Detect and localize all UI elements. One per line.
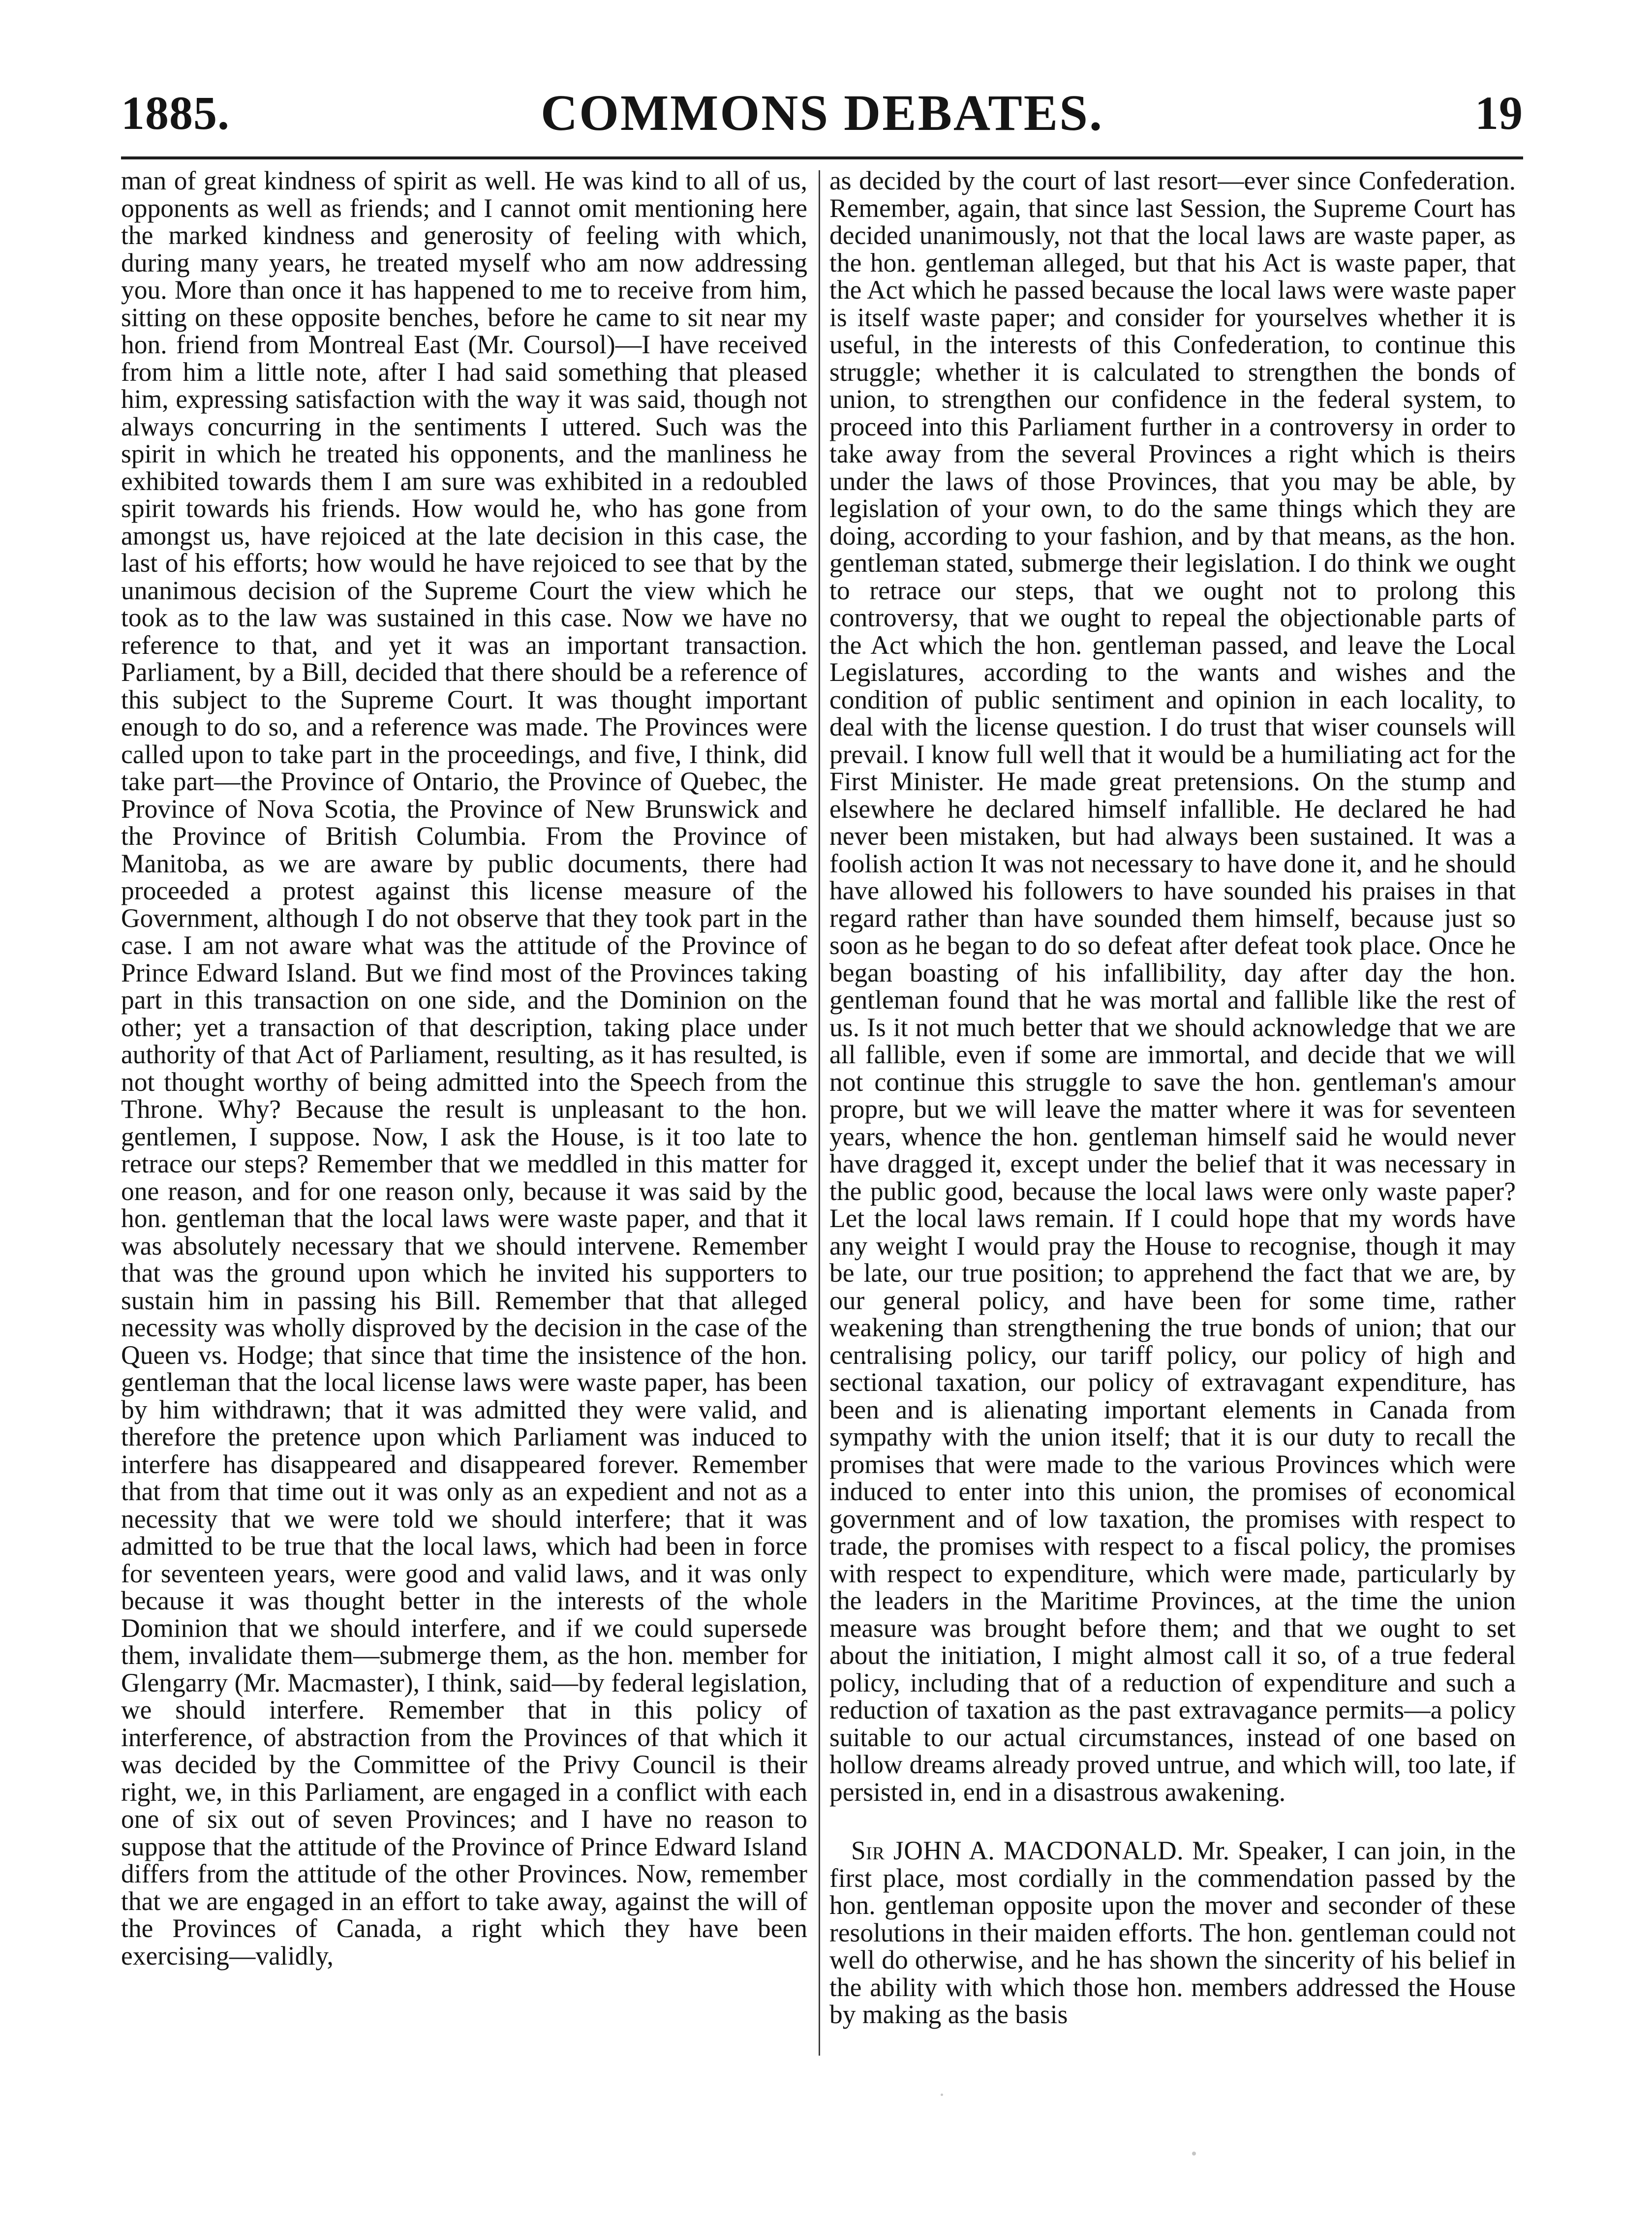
scan-mark [941,2094,943,2096]
speaker-name: Sir JOHN A. MACDONALD. [851,1836,1184,1865]
left-column-text: man of great kindness of spirit as well. He was kind to all of us, opponents as well as friends; and I cannot omit mentioning here the marked kindness and generosity of feeling with which, during many years, he treated myself who am now addressing you. More than once it has happened to me to receive from him, sitting on these opposite benches, before he came to sit near my hon. friend from Montreal East (Mr. Coursol)—I have received from him a little note, after I had said something that pleased him, expressing satisfaction with the way it was said, though not always concurring in the sentiments I uttered. Such was the spirit in which he treated his opponents, and the manliness he exhibited towards them I am sure was exhibited in a redoubled spirit towards his friends. How would he, who has gone from amongst us, have rejoiced at the late decision in this case, the last of his efforts; how would he have rejoiced to see that by the unanimous decision of the Supreme Court the view which he took as to the law was sustained in this case. Now we have no reference to that, and yet it was an important transaction. Parliament, by a Bill, decided that there should be a reference of this subject to the Supreme Court. It was thought important enough to do so, and a reference was made. The Provinces were called upon to take part in the proceedings, and five, I think, did take part—the Province of Ontario, the Province of Quebec, the Province of Nova Scotia, the Province of New Brunswick and the Province of British Columbia. From the Province of Manitoba, as we are aware by public documents, there had proceeded a protest against this license measure of the Government, although I do not observe that they took part in the case. I am not aware what was the attitude of the Province of Prince Edward Island. But we find most of the Provinces taking part in this transaction on one side, and the Dominion on the other; yet a transaction of that description, taking place under authority of that Act of Parliament, resulting, as it has resulted, is not thought worthy of being admitted into the Speech from the Throne. Why? Because the result is unpleasant to the hon. gentlemen, I suppose. Now, I ask the House, is it too late to retrace our steps? Remember that we meddled in this matter for one reason, and for one reason only, because it was said by the hon. gentleman that the local laws were waste paper, and that it was absolutely necessary that we should intervene. Remember that was the ground upon which he invited his supporters to sustain him in passing his Bill. Remember that that alleged necessity was wholly disproved by the decision in the case of the Queen vs. Hodge; that since that time the insistence of the hon. gentleman that the local license laws were waste paper, has been by him withdrawn; that it was admitted they were valid, and therefore the pretence upon which Parliament was induced to interfere has disappeared and disappeared forever. Remember that from that time out it was only as an expedient and not as a necessity that we were told we should interfere; that it was admitted to be true that the local laws, which had been in force for seventeen years, were good and valid laws, and it was only because it was thought better in the interests of the whole Dominion that we should interfere, and if we could supersede them, invalidate them—submerge them, as the hon. member for Glengarry (Mr. Macmaster), I think, said—by federal legislation, we should interfere. Remember that in this policy of interference, of abstraction from the Provinces of that which it was decided by the Committee of the Privy Council is their right, we, in this Parliament, are engaged in a conflict with each one of six out of seven Provinces; and I have no reason to suppose that the attitude of the Province of Prince Edward Island differs from the attitude of the other Provinces. Now, remember that we are engaged in an effort to take away, against the will of the Provinces of Canada, a right which they have been exercising—validly, [121,166,807,1971]
publication-year: 1885. [121,86,230,139]
speech-text: Mr. Speaker, I can join, in the first place, most cordially in the commendation passed by the hon. gentleman opposite upon the mover and seconder of these resolutions in their maiden efforts. The hon. gentleman could not well do otherwise, and he has shown the sincerity of his belief in the ability with which those hon. members addressed the House by making as the basis [829,1836,1516,2029]
left-text-column [121,167,807,1970]
speech-paragraph [829,1837,1516,2029]
header-rule [121,156,1523,159]
column-divider [819,170,820,2056]
right-column-paragraph-one: as decided by the court of last resort—ever since Confederation. Remember, again, that since last Session, the Supreme Court has decided unanimously, not that the local laws are waste paper, as the hon. gentleman alleged, but that his Act is waste paper, that the Act which he passed because the local laws were waste paper is itself waste paper; and consider for yourselves whether it is useful, in the interests of this Confederation, to continue this struggle; whether it is calculated to strengthen the bonds of union, to strengthen our confidence in the federal system, to proceed into this Parliament further in a controversy in order to take away from the several Provinces a right which is theirs under the laws of those Provinces, that you may be able, by legislation of your own, to do the same things which they are doing, according to your fashion, and by that means, as the hon. gentleman stated, submerge their legislation. I do think we ought to retrace our steps, that we ought not to prolong this controversy, that we ought to repeal the objectionable parts of the Act which the hon. gentleman passed, and leave the Local Legislatures, according to the wants and wishes and the condition of public sentiment and opinion in each locality, to deal with the license question. I do trust that wiser counsels will prevail. I know full well that it would be a humiliating act for the First Minister. He made great pretensions. On the stump and elsewhere he declared himself infallible. He declared he had never been mistaken, but had always been sustained. It was a foolish action It was not necessary to have done it, and he should have allowed his followers to have sounded his praises in that regard rather than have sounded them himself, because just so soon as he began to do so defeat after defeat took place. Once he began boasting of his infallibility, day after day the hon. gentleman found that he was mortal and fallible like the rest of us. Is it not much better that we should acknowledge that we are all fallible, even if some are immortal, and decide that we will not continue this struggle to save the hon. gentleman's amour propre, but we will leave the matter where it was for seventeen years, whence the hon. gentleman himself said he would never have dragged it, except under the belief that it was necessary in the public good, because the local laws were only waste paper? Let the local laws remain. If I could hope that my words have any weight I would pray the House to recognise, though it may be late, our true position; to apprehend the fact that we are, by our general policy, and have been for some time, rather weakening than strengthening the true bonds of union; that our centralising policy, our tariff policy, our policy of high and sectional taxation, our policy of extravagant expenditure, has been and is alienating important elements in Canada from sympathy with the union itself; that it is our duty to recall the promises that were made to the various Provinces which were induced to enter into this union, the promises of economical government and of low taxation, the promises with respect to trade, the promises with respect to a fiscal policy, the promises with respect to expenditure, which were made, particularly by the leaders in the Maritime Provinces, at the time the union measure was brought before them; and that we ought to set about the initiation, I might almost call it so, of a true federal policy, including that of a reduction of expenditure and such a reduction of taxation as the past extravagance permits—a policy suitable to our actual circumstances, instead of one based on hollow dreams already proved untrue, and which will, too late, if persisted in, end in a disastrous awakening. [829,166,1516,1807]
publication-title: COMMONS DEBATES. [541,84,1103,141]
scan-mark [1192,2152,1196,2156]
page-number: 19 [1475,86,1523,139]
right-text-column [829,167,1516,2029]
page-header [121,81,1523,145]
